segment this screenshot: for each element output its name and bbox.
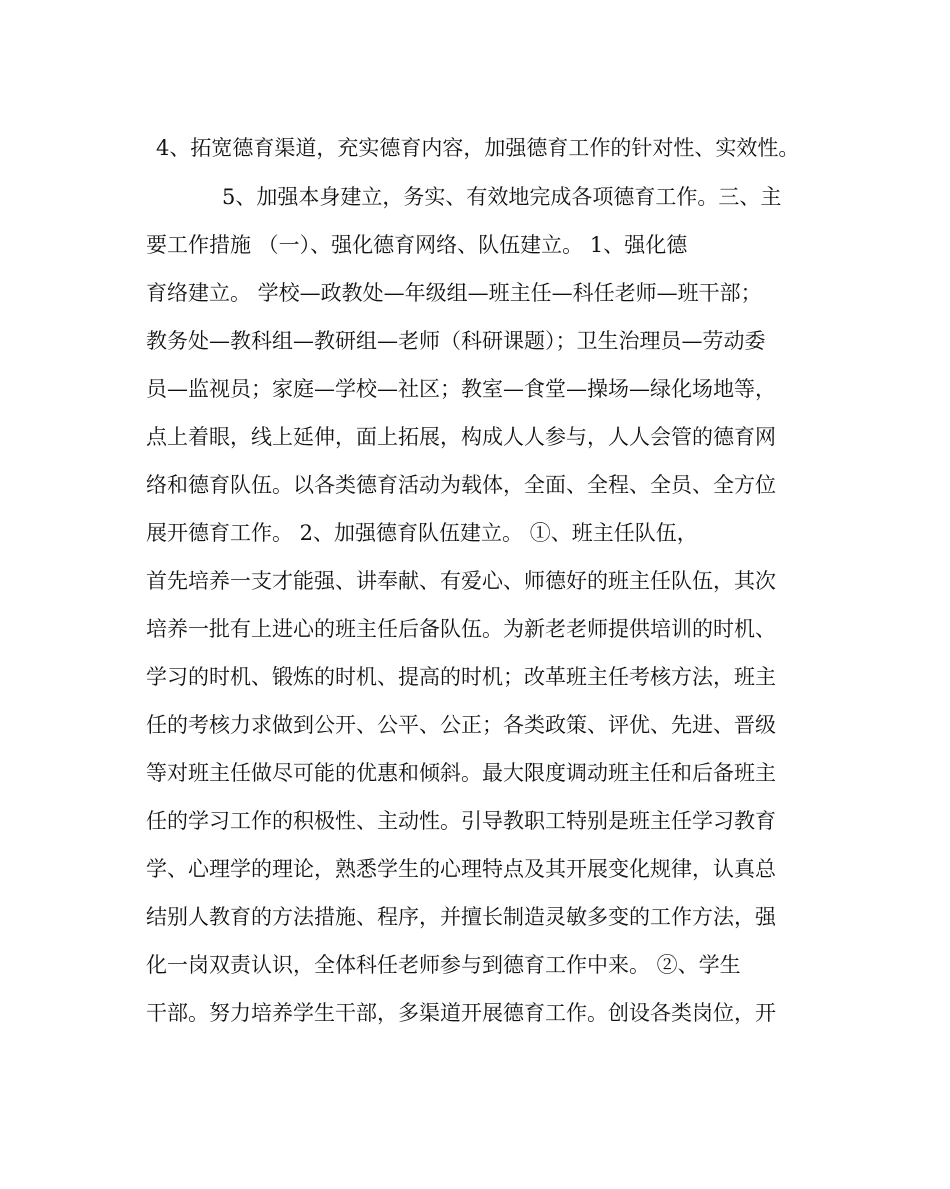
text-line: 教务处—教科组—教研组—老师（科研课题）；卫生治理员—劳动委	[146, 329, 766, 353]
text-line: 干部。努力培养学生干部，多渠道开展德育工作。创设各类岗位，开	[146, 1001, 776, 1025]
text-line: 化一岗双责认识，全体科任老师参与到德育工作中来。 ②、学生	[146, 953, 741, 977]
text-line: 5、加强本身建立，务实、有效地完成各项德育工作。三、主	[222, 185, 782, 209]
text-line: 结别人教育的方法措施、程序，并擅长制造灵敏多变的工作方法，强	[146, 905, 776, 929]
text-line: 任的考核力求做到公开、公平、公正；各类政策、评优、先进、晋级	[146, 713, 776, 737]
text-line: 等对班主任做尽可能的优惠和倾斜。最大限度调动班主任和后备班主	[146, 761, 776, 785]
text-line: 员—监视员；家庭—学校—社区；教室—食堂—操场—绿化场地等，	[146, 377, 776, 401]
text-line: 任的学习工作的积极性、主动性。引导教职工特别是班主任学习教育	[146, 809, 776, 833]
text-line: 首先培养一支才能强、讲奉献、有爱心、师德好的班主任队伍，其次	[146, 569, 776, 593]
text-line: 展开德育工作。 2、加强德育队伍建立。 ①、班主任队伍，	[146, 521, 698, 545]
text-line: 要工作措施 （一）、强化德育网络、队伍建立。 1、强化德	[146, 233, 688, 257]
text-line: 育络建立。 学校—政教处—年级组—班主任—科任老师—班干部；	[146, 281, 762, 305]
text-line: 点上着眼，线上延伸，面上拓展，构成人人参与，人人会管的德育网	[146, 425, 776, 449]
text-line: 络和德育队伍。以各类德育活动为载体，全面、全程、全员、全方位	[146, 473, 776, 497]
text-line: 4、拓宽德育渠道，充实德育内容，加强德育工作的针对性、实效性。	[156, 136, 800, 160]
text-line: 学习的时机、锻炼的时机、提高的时机；改革班主任考核方法，班主	[146, 665, 776, 689]
text-line: 学、心理学的理论，熟悉学生的心理特点及其开展变化规律，认真总	[146, 857, 776, 881]
text-line: 培养一批有上进心的班主任后备队伍。为新老老师提供培训的时机、	[146, 617, 776, 641]
